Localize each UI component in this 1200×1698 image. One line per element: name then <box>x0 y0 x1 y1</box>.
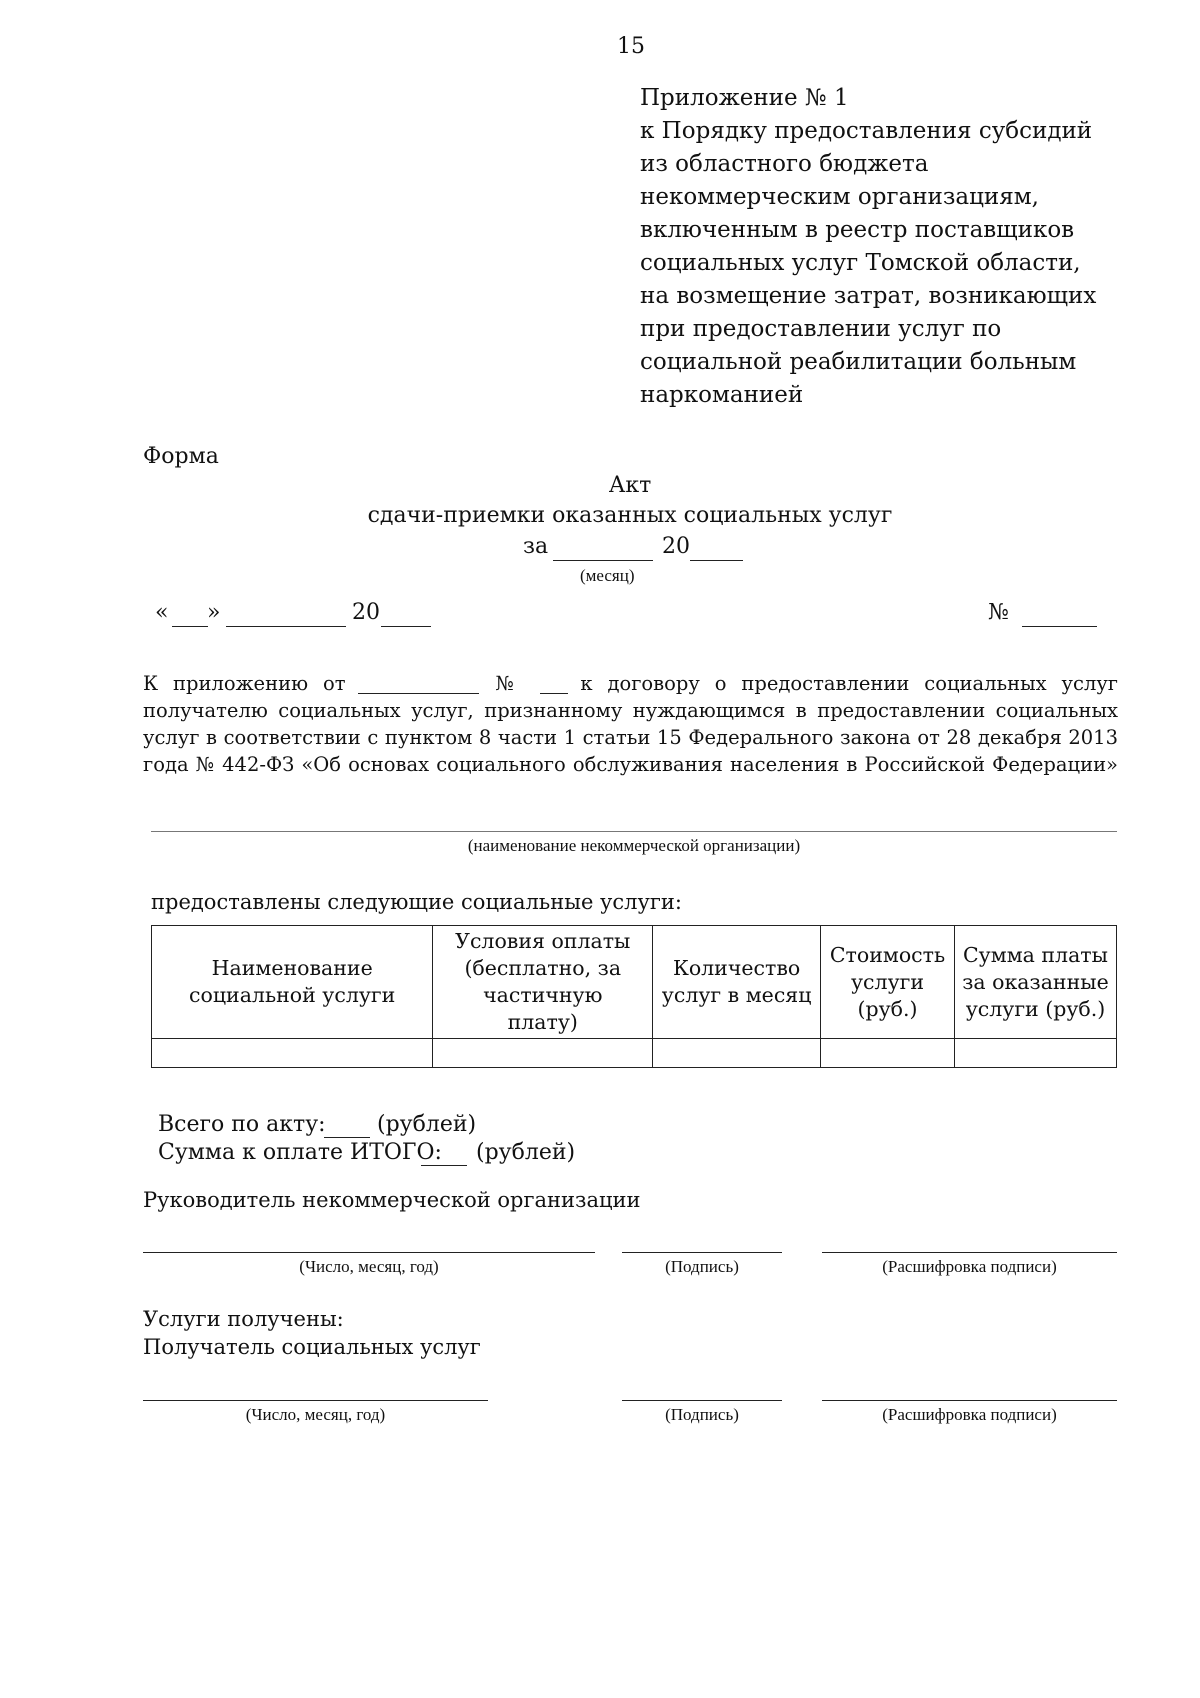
head-signature-caption: (Подпись) <box>665 1257 739 1276</box>
appendix-line: Приложение № 1 <box>640 85 849 111</box>
cell-quantity[interactable] <box>653 1039 821 1068</box>
appendix-line: из областного бюджета <box>640 151 929 177</box>
cell-payment-terms[interactable] <box>433 1039 653 1068</box>
appendix-line: некоммерческим организациям, <box>640 184 1039 210</box>
intro-line-4: года № 442-ФЗ «Об основах социального обслуживания населения в Российской Федерации» <box>143 753 1118 776</box>
number-sign: № <box>988 600 1009 625</box>
intro-part-from: К приложению от <box>143 672 346 695</box>
recipient-signature-field-line[interactable] <box>622 1400 782 1401</box>
header-quantity: Количество услуг в месяц <box>653 926 821 1039</box>
appendix-line: социальной реабилитации больным <box>640 349 1077 375</box>
recipient-decoding-caption: (Расшифровка подписи) <box>882 1405 1057 1424</box>
recipient-date-field-line[interactable] <box>143 1400 488 1401</box>
head-signature-field-line[interactable] <box>622 1252 782 1253</box>
intro-paragraph <box>143 670 1118 778</box>
date-year-prefix: 20 <box>352 600 380 625</box>
intro-part-number-sign: № <box>495 672 523 695</box>
total-unit: (рублей) <box>377 1112 477 1137</box>
header-total-fee: Сумма платы за оказанные услуги (руб.) <box>954 926 1116 1039</box>
recipient-date-caption: (Число, месяц, год) <box>245 1405 386 1424</box>
head-decoding-caption: (Расшифровка подписи) <box>882 1257 1057 1276</box>
intro-date-field-line[interactable] <box>358 693 479 694</box>
appendix-line: при предоставлении услуг по <box>640 316 1002 342</box>
appendix-line: к Порядку предоставления субсидий <box>640 118 1093 144</box>
intro-line-1 <box>143 670 1118 697</box>
recipient-signature-caption: (Подпись) <box>665 1405 739 1424</box>
recipient-decoding-field-line[interactable] <box>822 1400 1117 1401</box>
intro-line-2: получателю социальных услуг, признанному нуждающимся в предоставлении социальных <box>143 699 1118 722</box>
org-name-field-line[interactable] <box>151 831 1117 832</box>
period-prefix: за <box>523 534 549 559</box>
cell-unit-cost[interactable] <box>821 1039 955 1068</box>
act-number-field-line[interactable] <box>1022 626 1097 627</box>
date-quote-close: » <box>207 600 221 625</box>
appendix-line: наркоманией <box>640 382 804 408</box>
month-caption: (месяц) <box>580 566 635 585</box>
intro-part-contract: к договору о предоставлении социальных услуг <box>580 672 1119 695</box>
appendix-block <box>640 82 1110 412</box>
day-field-line[interactable] <box>172 626 208 627</box>
date-month-field-line[interactable] <box>226 626 346 627</box>
recipient-label: Получатель социальных услуг <box>143 1335 481 1359</box>
act-title: Акт <box>608 473 652 498</box>
head-title: Руководитель некоммерческой организации <box>143 1188 641 1212</box>
period-year-field-line[interactable] <box>690 560 743 561</box>
intro-number-field-line[interactable] <box>540 693 568 694</box>
head-date-field-line[interactable] <box>143 1252 595 1253</box>
date-quote-open: « <box>155 600 169 625</box>
services-intro: предоставлены следующие социальные услуги: <box>151 890 682 914</box>
intro-line-3: услуг в соответствии с пунктом 8 части 1 статьи 15 Федерального закона от 28 декабря 2013 <box>143 726 1118 749</box>
date-year-field-line[interactable] <box>381 626 431 627</box>
table-header-row <box>152 926 1117 1039</box>
payable-unit: (рублей) <box>476 1140 576 1165</box>
page-number: 15 <box>617 34 645 59</box>
table-row <box>152 1039 1117 1068</box>
services-table <box>151 925 1117 1068</box>
period-year-prefix: 20 <box>662 534 690 559</box>
total-field-line[interactable] <box>324 1137 370 1138</box>
form-label: Форма <box>143 444 219 469</box>
act-subtitle: сдачи-приемки оказанных социальных услуг <box>367 503 893 528</box>
payable-label: Сумма к оплате ИТОГО: <box>158 1140 442 1165</box>
month-field-line[interactable] <box>553 560 653 561</box>
received-label: Услуги получены: <box>143 1307 344 1331</box>
appendix-line: на возмещение затрат, возникающих <box>640 283 1097 309</box>
header-service-name: Наименование социальной услуги <box>152 926 433 1039</box>
payable-field-line[interactable] <box>421 1165 467 1166</box>
header-payment-terms: Условия оплаты (бесплатно, за частичную плату) <box>433 926 653 1039</box>
total-label: Всего по акту: <box>158 1112 326 1137</box>
appendix-line: включенным в реестр поставщиков <box>640 217 1075 243</box>
cell-service-name[interactable] <box>152 1039 433 1068</box>
head-date-caption: (Число, месяц, год) <box>299 1257 439 1276</box>
header-unit-cost: Стоимость услуги (руб.) <box>821 926 955 1039</box>
head-decoding-field-line[interactable] <box>822 1252 1117 1253</box>
cell-total-fee[interactable] <box>954 1039 1116 1068</box>
appendix-line: социальных услуг Томской области, <box>640 250 1081 276</box>
org-caption: (наименование некоммерческой организации) <box>467 836 801 855</box>
